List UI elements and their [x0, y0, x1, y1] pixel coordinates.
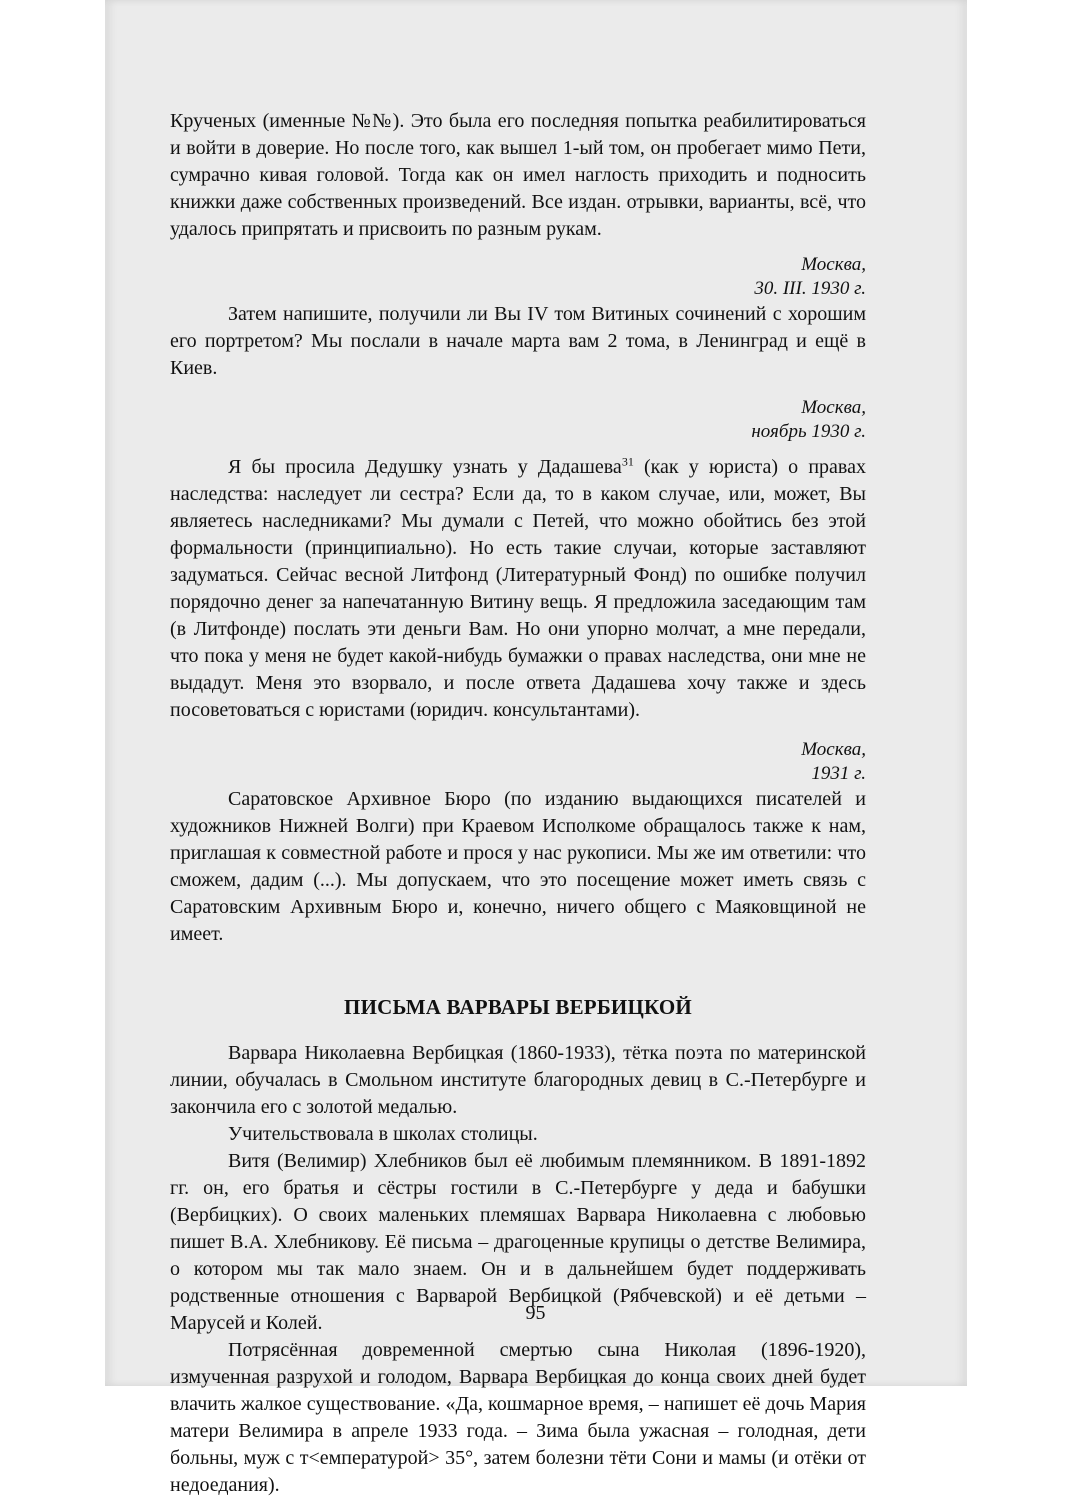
- page-text: [170, 108, 866, 1499]
- paragraph-5: Варвара Николаевна Вербицкая (1860-1933), тётка поэта по материнской линии, обучалась в Смольном институте благородных девиц в С.-Петербурге и закончила его с золотой медалью.: [170, 1042, 866, 1118]
- footnote-ref: 31: [621, 454, 634, 469]
- signature-date: ноябрь 1930 г.: [751, 421, 866, 442]
- paragraph-2: Затем напишите, получили ли Вы IV том Витиных сочинений с хорошим его портретом? Мы послали в начале марта вам 2 тома, в Ленинград и ещё в Киев.: [170, 303, 866, 379]
- paragraph-3: [170, 454, 866, 724]
- paragraph-3-start: Я бы просила Дедушку узнать у Дадашева: [228, 456, 622, 478]
- page-number: 95: [525, 1302, 546, 1324]
- signature-place: Москва,: [801, 254, 866, 275]
- paragraph-continued: Крученых (именные №№). Это была его последняя попытка реабилитироваться и войти в доверие. Но после того, как вышел 1-ый том, он пробегает мимо Пети, сумрачно кивая головой. Тогда как он имел наглость приходить и подносить книжки даже собственных произведений. Все издан. отрывки, варианты, всё, что удалось припрятать и присвоить по разным рукам.: [170, 110, 866, 240]
- paragraph-8: Потрясённая довременной смертью сына Николая (1896-1920), измученная разрухой и голодом, Варвара Вербицкая до конца своих дней будет влачить жалкое существование. «Да, кошмарное время, – напишет её дочь Мария матери Велимира в апреле 1933 года. – Зима была ужасная – голодная, дети больны, муж с т<емпературой> 35°, затем болезни тёти Сони и мамы (и отёки от недоедания).: [170, 1339, 866, 1496]
- signature-place: Москва,: [801, 397, 866, 418]
- paragraph-7: Витя (Велимир) Хлебников был её любимым племянником. В 1891-1892 гг. он, его братья и сёстры гостили в С.-Петербурге у деда и бабушки (Вербицких). О своих маленьких племяшах Варвара Николаевна с любовью пишет В.А. Хлебникову. Её письма – драгоценные крупицы о детстве Велимира, о котором мы так мало знаем. Он и в дальнейшем будет поддерживать родственные отношения с Варварой Вербицкой (Рябчевской) и её детьми – Марусей и Колей.: [170, 1150, 866, 1334]
- signature-1: [170, 253, 866, 301]
- signature-3: [170, 738, 866, 786]
- signature-date: 1931 г.: [811, 763, 866, 784]
- paragraph-6: Учительствовала в школах столицы.: [228, 1123, 538, 1145]
- signature-date: 30. III. 1930 г.: [754, 278, 866, 299]
- section-heading: ПИСЬМА ВАРВАРЫ ВЕРБИЦКОЙ: [344, 995, 692, 1019]
- signature-2: [170, 396, 866, 444]
- paragraph-4: Саратовское Архивное Бюро (по изданию выдающихся писателей и художников Нижней Волги) при Краевом Исполкоме обращалось также к нам, приглашая к совместной работе и прося у нас рукописи. Мы же им ответили: что сможем, дадим (...). Мы допускаем, что это посещение может иметь связь с Саратовским Архивным Бюро и, конечно, ничего общего с Маяковщиной не имеет.: [170, 788, 866, 945]
- signature-place: Москва,: [801, 739, 866, 760]
- paragraph-3-rest: (как у юриста) о правах наследства: наследует ли сестра? Если да, то в каком случае, или, может, Вы являетесь наследниками? Мы думали с Петей, что можно обойтись без этой формальности (принципиально). Но есть такие случаи, которые заставляют задуматься. Сейчас весной Литфонд (Литературный Фонд) по ошибке получил порядочно денег за напечатанную Витину вещь. Я предложила заседающим там (в Литфонде) послать эти деньги Вам. Но они упорно молчат, а мне передали, что пока у меня не будет какой-нибудь бумажки о правах наследства, они мне не выдадут. Меня это взорвало, и после ответа Дадашева хочу также и здесь посоветоваться с юристами (юридич. консультантами).: [170, 456, 866, 721]
